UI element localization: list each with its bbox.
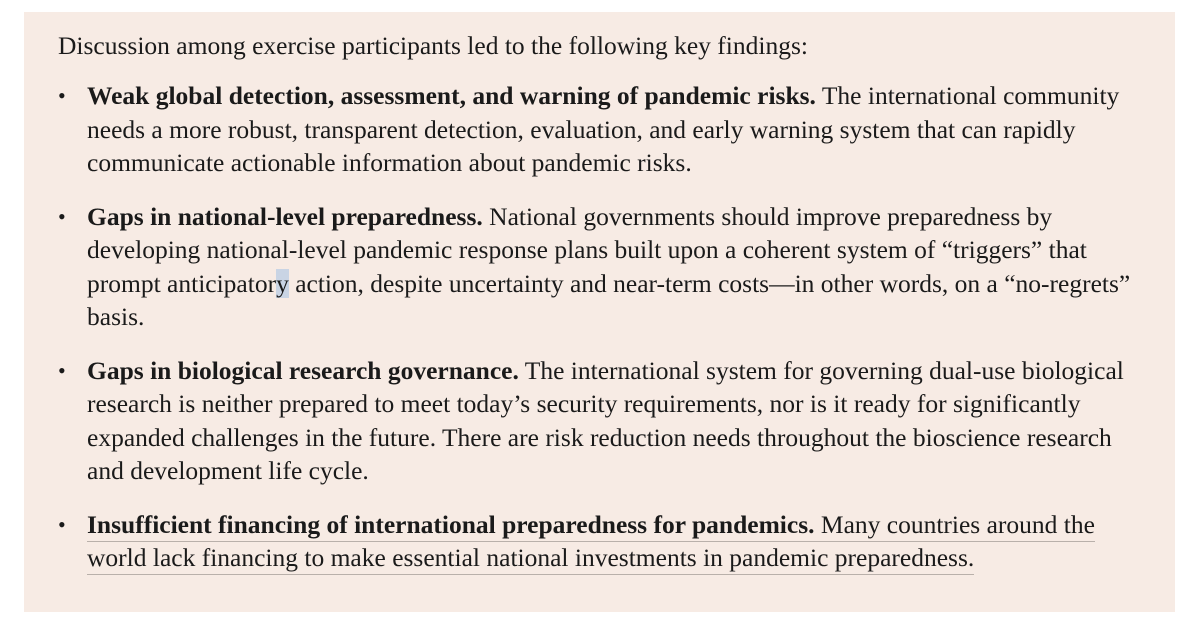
finding-lead: Gaps in biological research governance. [87,355,519,385]
finding-lead: Gaps in national-level preparedness. [87,201,483,231]
finding-lead: Weak global detection, assessment, and warning of pandemic risks. [87,81,816,110]
finding-item-research-governance [58,354,1145,488]
selected-text-highlight[interactable]: y [276,268,289,298]
finding-item-detection [58,79,1145,180]
finding-text-after: action, despite uncertainty and near-term costs—in other words, on a “no-regrets” basis. [87,268,1131,331]
intro-text: Discussion among exercise participants led to the following key findings: [58,31,808,60]
finding-text: The international system for governing dual-use biological research is neither prepared to meet today’s security requirements, nor is it ready for significantly expanded challenges in the future. There are risk reduction needs throughout the bioscience research and development life cycle. [87,355,1124,485]
finding-item-financing [58,508,1145,575]
finding-item-national-preparedness [58,200,1145,334]
bullet-icon: • [58,357,66,383]
finding-text: The international community needs a more robust, transparent detection, evaluation, and early warning system that can rapidly communicate actionable information about pandemic risks. [87,81,1120,177]
bullet-icon: • [58,203,66,229]
finding-text-before: National governments should improve preparedness by developing national-level pandemic response plans built upon a coherent system of “triggers” that prompt anticipator [87,201,1087,298]
finding-lead: Insufficient financing of international preparedness for pandemics. [87,509,815,539]
document-panel [24,12,1175,612]
finding-text: Many countries around the world lack financing to make essential national investments in pandemic preparedness. [87,509,1095,572]
bullet-icon: • [58,83,66,108]
findings-list [58,79,1145,575]
bullet-icon: • [58,511,66,537]
finding-body [87,510,1095,576]
